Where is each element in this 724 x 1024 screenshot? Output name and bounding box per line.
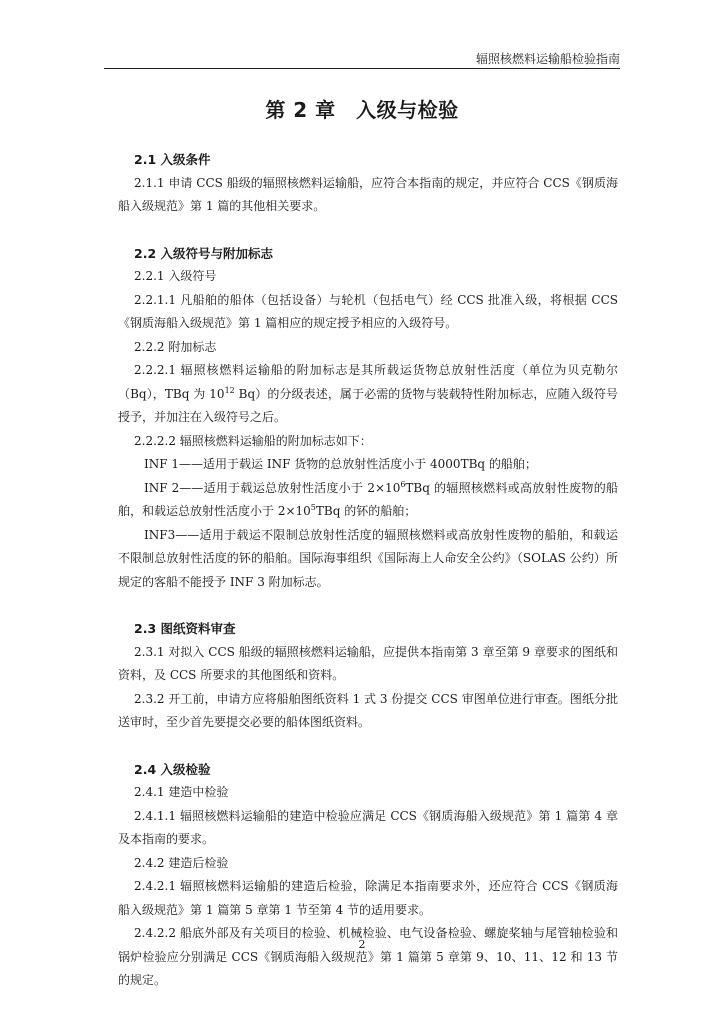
paragraph-2-1-1: 2.1.1 申请 CCS 船级的辐照核燃料运输船，应符合本指南的规定，并应符合 CCS《钢质海船入级规范》第 1 篇的其他相关要求。 [118, 175, 618, 213]
section-title-2-2: 2.2 入级符号与附加标志 [134, 245, 273, 261]
text-run: TBq 的辐照核燃料或高放射性废物的船舶，和载运总放射性活度小于 2×10 [118, 480, 618, 518]
paragraph-2-2-2-2: 2.2.2.2 辐照核燃料运输船的附加标志如下： [134, 433, 372, 448]
paragraph-2-3-1: 2.3.1 对拟入 CCS 船级的辐照核燃料运输船，应提供本指南第 3 章至第 9 章要求的图纸和资料，及 CCS 所要求的其他图纸和资料。 [118, 644, 618, 682]
heading-2-2-2: 2.2.2 附加标志 [134, 339, 217, 354]
paragraph-2-4-2-1: 2.4.2.1 辐照核燃料运输船的建造后检验，除满足本指南要求外，还应符合 CCS《钢质海船入级规范》第 1 篇第 5 章第 1 节至第 4 节的适用要求。 [118, 879, 618, 917]
section-title-2-4: 2.4 入级检验 [134, 761, 211, 777]
text-run: INF 2——适用于载运总放射性活度小于 2×10 [144, 480, 401, 495]
spacer [118, 735, 618, 758]
paragraph-2-4-1-1: 2.4.1.1 辐照核燃料运输船的建造中检验应满足 CCS《钢质海船入级规范》第 1 篇第 4 章及本指南的要求。 [118, 808, 618, 846]
superscript: 6 [400, 479, 406, 489]
body-content [118, 148, 618, 993]
text-run: Bq）的分级表述，属于必需的货物与装载特性附加标志，应随入级符号授予，并加注在入级符号之后。 [118, 386, 618, 424]
paragraph-2-2-1-1: 2.2.1.1 凡船舶的船体（包括设备）与轮机（包括电气）经 CCS 批准入级，将根据 CCS《钢质海船入级规范》第 1 篇相应的规定授予相应的入级符号。 [118, 292, 618, 330]
section-title-2-1: 2.1 入级条件 [134, 152, 211, 167]
chapter-title: 第 2 章 入级与检验 [265, 98, 459, 122]
heading-2-4-2: 2.4.2 建造后检验 [134, 855, 229, 870]
superscript: 5 [310, 503, 316, 512]
text-run: TBq 的钚的船舶； [315, 504, 417, 518]
heading-2-2-1: 2.2.1 入级符号 [134, 269, 217, 283]
heading-2-4-1: 2.4.1 建造中检验 [134, 785, 229, 799]
page-number: 2 [358, 938, 366, 951]
spacer [118, 219, 618, 242]
paragraph-2-4-2-2: 2.4.2.2 船底外部及有关项目的检验、机械检验、电气设备检验、螺旋桨轴与尾管轴检验和锅炉检验应分别满足 CCS《钢质海船入级规范》第 1 篇第 5 章第 9、10、11、12 和 13 节的规定。 [118, 926, 618, 987]
superscript: 12 [224, 385, 235, 395]
paragraph-2-2-2-1 [118, 359, 618, 430]
section-title-2-3: 2.3 图纸资料审查 [134, 621, 236, 636]
inf1-item: INF 1——适用于载运 INF 货物的总放射性活度小于 4000TBq 的船舶； [144, 457, 537, 471]
spacer [118, 594, 618, 617]
text-run: 2.2.2.1 辐照核燃料运输船的附加标志是其所载运货物总放射性活度（单位为贝克勒尔（Bq），TBq 为 10 [118, 363, 618, 401]
inf3-item: INF3——适用于载运不限制总放射性活度的辐照核燃料或高放射性废物的船舶，和载运不限制总放射性活度的钚的船舶。国际海事组织《国际海上人命安全公约》（SOLAS 公约）所规定的客船不能授予 INF 3 附加标志。 [118, 527, 618, 589]
inf2-item [118, 477, 618, 524]
running-header: 辐照核燃料运输船检验指南 [475, 52, 620, 66]
header-rule [104, 68, 620, 69]
paragraph-2-3-2: 2.3.2 开工前，申请方应将船舶图纸资料 1 式 3 份提交 CCS 审图单位进行审查。图纸分批送审时，至少首先要提交必要的船体图纸资料。 [118, 691, 618, 729]
